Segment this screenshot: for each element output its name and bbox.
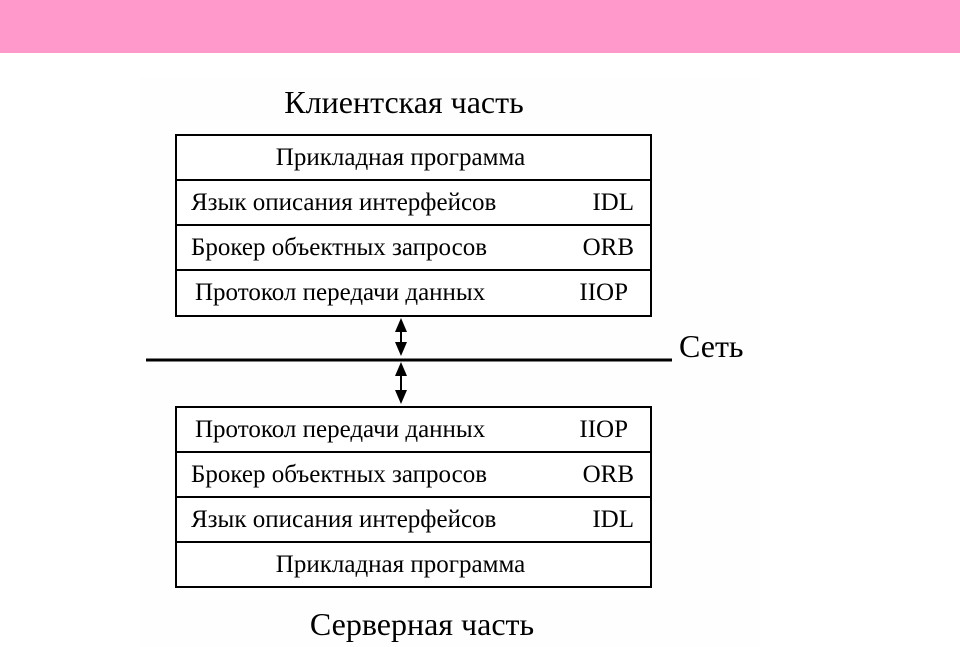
upper-double-arrow-icon	[395, 318, 407, 356]
client-layer-orb-name: Брокер объектных запросов	[191, 234, 488, 261]
server-layer-orb-abbr: ORB	[582, 461, 634, 488]
server-layer-iiop-abbr: IIOP	[579, 416, 628, 443]
client-layer-idl-abbr: IDL	[592, 189, 634, 216]
network-label: Сеть	[679, 328, 744, 364]
server-layer-iiop-name: Протокол передачи данных	[195, 416, 486, 443]
client-title: Клиентская часть	[284, 84, 524, 120]
client-layer-iiop-name: Протокол передачи данных	[195, 279, 486, 306]
server-layer-application-name: Прикладная программа	[275, 551, 526, 578]
server-layer-idl-name: Язык описания интерфейсов	[191, 506, 497, 533]
client-layer-idl-name: Язык описания интерфейсов	[191, 189, 497, 216]
client-layer-orb-abbr: ORB	[582, 234, 634, 261]
lower-double-arrow-icon	[395, 362, 407, 404]
server-title: Серверная часть	[309, 606, 535, 642]
server-layer-orb	[177, 453, 650, 498]
server-stack	[175, 406, 652, 588]
client-layer-iiop-abbr: IIOP	[579, 279, 628, 306]
server-layer-iiop	[177, 408, 650, 453]
client-layer-application-name: Прикладная программа	[275, 144, 526, 171]
server-layer-application	[177, 543, 650, 587]
server-layer-idl-abbr: IDL	[592, 506, 634, 533]
server-layer-orb-name: Брокер объектных запросов	[191, 461, 488, 488]
server-layer-idl	[177, 498, 650, 543]
